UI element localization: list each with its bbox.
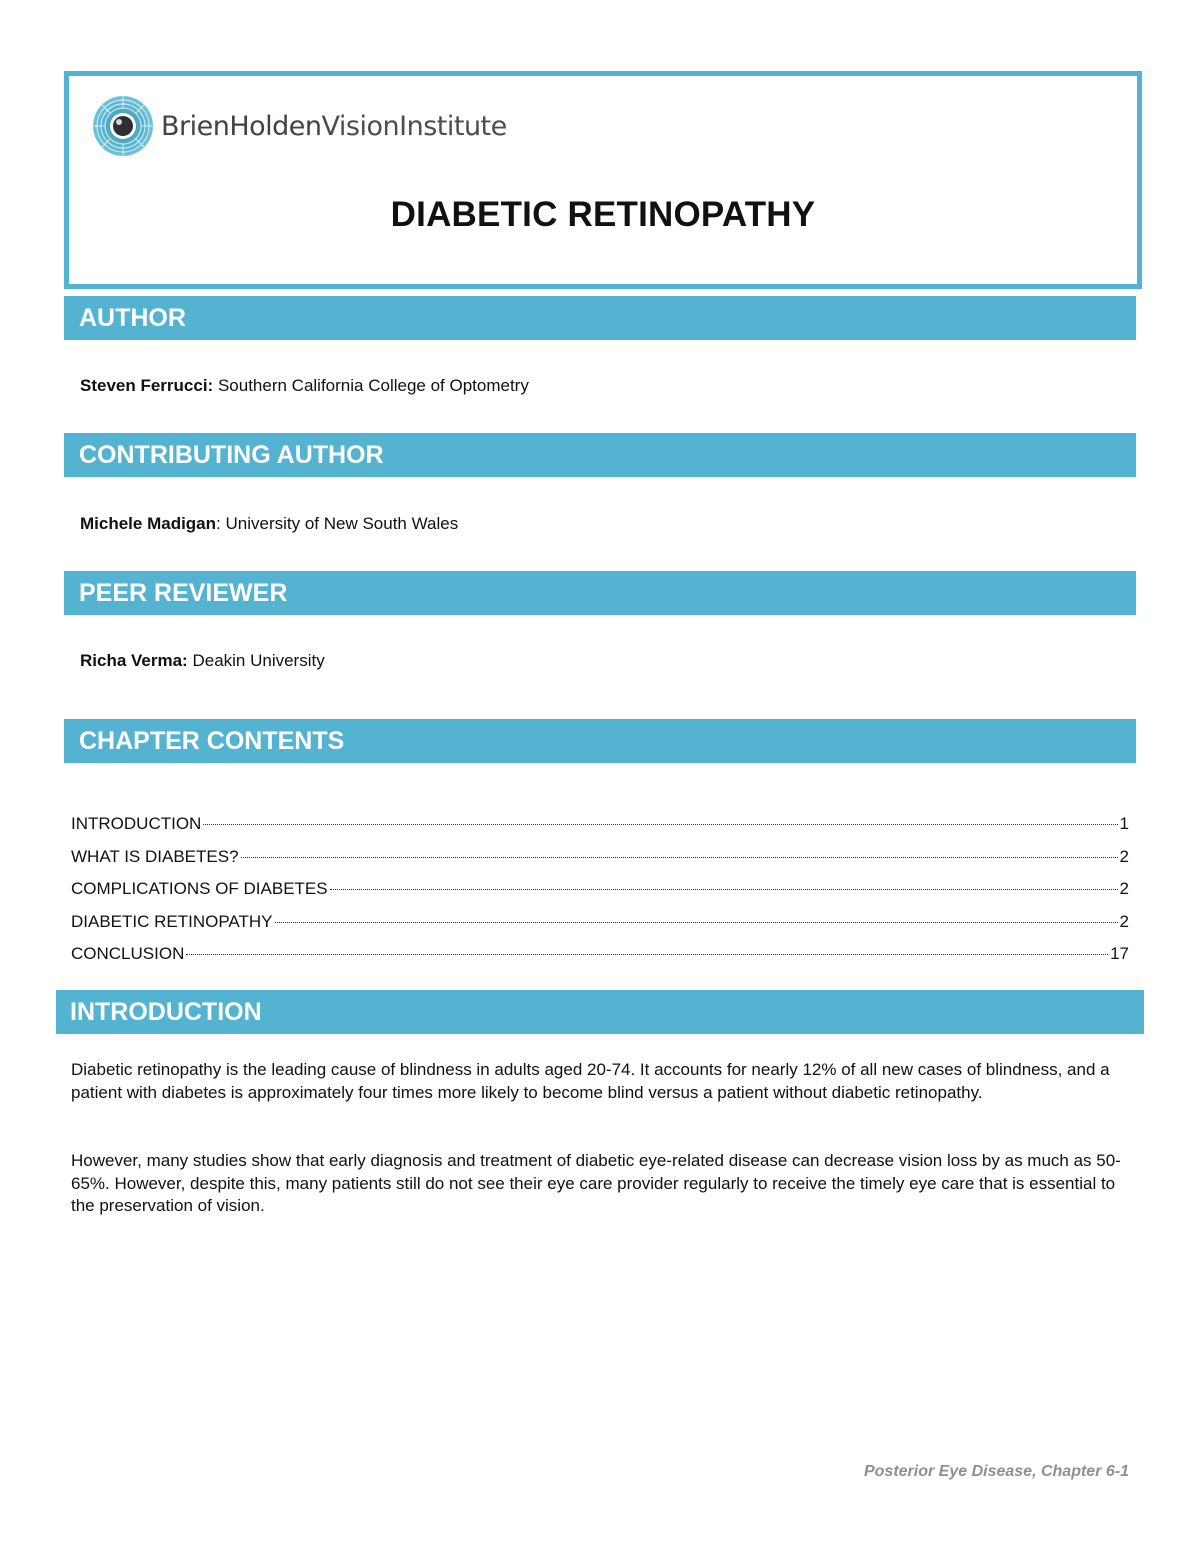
toc-entry-page: 1	[1119, 814, 1129, 833]
contributing-author-heading: CONTRIBUTING AUTHOR	[64, 433, 1136, 477]
chapter-contents-heading: CHAPTER CONTENTS	[64, 719, 1136, 763]
peer-reviewer-name: Richa Verma:	[80, 651, 188, 670]
contributing-author-affiliation: : University of New South Wales	[216, 514, 459, 533]
toc-entry-page: 17	[1110, 944, 1129, 963]
toc-entry-label: WHAT IS DIABETES?	[71, 846, 239, 866]
toc-entry-introduction[interactable]	[71, 814, 1129, 847]
contributing-author-entry	[80, 514, 458, 534]
introduction-heading: INTRODUCTION	[56, 990, 1144, 1034]
brien-holden-logo	[91, 94, 507, 158]
toc-entry-label: COMPLICATIONS OF DIABETES	[71, 879, 328, 898]
author-heading: AUTHOR	[64, 296, 1136, 340]
contributing-author-name: Michele Madigan	[80, 514, 217, 533]
toc-leader	[275, 922, 1118, 923]
page-footer: Posterior Eye Disease, Chapter 6-1	[863, 1463, 1129, 1480]
toc-entry-label: CONCLUSION	[71, 944, 185, 963]
table-of-contents	[71, 814, 1129, 977]
author-name: Steven Ferrucci:	[80, 376, 214, 395]
toc-entry-label: DIABETIC RETINOPATHY	[71, 911, 273, 931]
toc-entry-label: INTRODUCTION	[71, 814, 202, 833]
toc-leader	[330, 889, 1118, 890]
peer-reviewer-heading: PEER REVIEWER	[64, 571, 1136, 615]
toc-entry-complications[interactable]	[71, 879, 1129, 912]
toc-entry-page: 2	[1119, 846, 1129, 866]
toc-entry-page: 2	[1119, 911, 1129, 931]
toc-entry-diabetic-retinopathy[interactable]	[71, 912, 1129, 945]
toc-entry-what-is-diabetes[interactable]	[71, 847, 1129, 880]
peer-reviewer-affiliation: Deakin University	[187, 651, 325, 670]
author-entry	[80, 376, 529, 396]
author-affiliation: Southern California College of Optometry	[213, 376, 529, 395]
introduction-paragraph-2: However, many studies show that early diagnosis and treatment of diabetic eye-related disease can decrease vision loss by as much as 50-65%. However, despite this, many patients still do not see their eye care provider regularly to receive the timely eye care that is essential to the preservation of vision.	[71, 1151, 1121, 1215]
toc-leader	[241, 857, 1118, 858]
toc-leader	[186, 954, 1108, 955]
logo-wordmark: BrienHoldenVisionInstitute	[161, 110, 507, 142]
eye-logo-icon	[91, 94, 155, 158]
title-box	[64, 71, 1142, 289]
page-title: DIABETIC RETINOPATHY	[390, 195, 816, 234]
toc-entry-page: 2	[1119, 879, 1129, 898]
toc-entry-conclusion[interactable]	[71, 944, 1129, 977]
introduction-paragraph-1: Diabetic retinopathy is the leading cause of blindness in adults aged 20-74. It accounts for nearly 12% of all new cases of blindness, and a patient with diabetes is approximately four times more likely to become blind versus a patient without diabetic retinopathy.	[71, 1060, 1110, 1102]
toc-leader	[203, 824, 1117, 825]
peer-reviewer-entry	[80, 651, 325, 671]
